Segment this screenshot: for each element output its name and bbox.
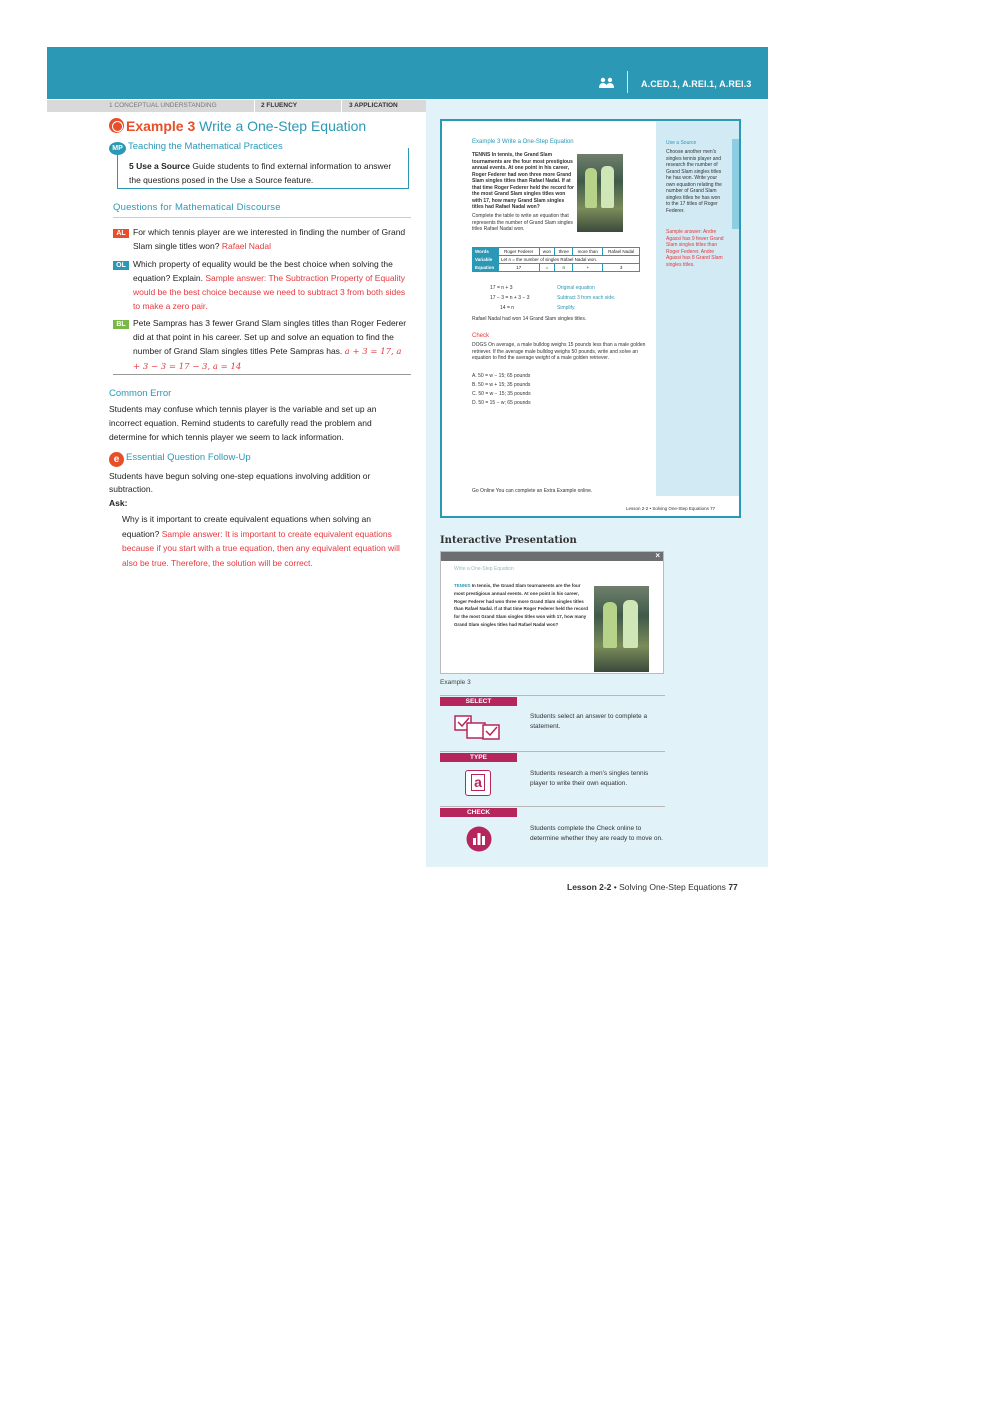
step-note: Simplify. bbox=[557, 305, 576, 311]
choice-c[interactable]: C. 50 = w − 15; 35 pounds bbox=[472, 391, 531, 397]
thumb-table bbox=[472, 247, 640, 272]
table-cell: Roger Federer bbox=[499, 248, 540, 256]
check-bar-chart-icon bbox=[466, 826, 492, 852]
level-application: 3 APPLICATION bbox=[341, 100, 426, 112]
footer-page-number: 77 bbox=[728, 882, 738, 892]
standards-label: A.CED.1, A.REI.1, A.REI.3 bbox=[641, 79, 752, 89]
type-description: Students research a men's singles tennis player to write their own equation. bbox=[530, 770, 649, 787]
question-text: Pete Sampras has 3 fewer Grand Slam singles titles than Roger Federer did at that point in his career. Set up and solve an equation to find the number of Grand Slam singles titles Pete Sampras has. bbox=[133, 318, 407, 356]
table-cell: = bbox=[539, 264, 555, 272]
tennis-photo bbox=[577, 154, 623, 232]
sidebar-heading: Use a Source bbox=[666, 140, 697, 146]
essential-question-text: Students have begun solving one-step equations involving addition or subtraction. bbox=[109, 471, 371, 494]
presentation-caption: Example 3 bbox=[440, 679, 471, 686]
essential-question-prompt bbox=[122, 512, 408, 570]
window-text-lead: TENNIS bbox=[454, 583, 471, 588]
choice-d[interactable]: D. 50 = 15 − w; 65 pounds bbox=[472, 400, 531, 406]
select-checkbox-icon bbox=[453, 713, 501, 743]
page-footer bbox=[567, 882, 738, 892]
table-header: Words bbox=[473, 248, 499, 256]
level-conceptual: 1 CONCEPTUAL UNDERSTANDING bbox=[109, 102, 217, 109]
eq-answer: Sample answer: It is important to create equivalent equations because if you start with a true equation, then any equivalent equation will also be true. Therefore, the solution will be correct. bbox=[122, 528, 400, 568]
mp-icon: MP bbox=[109, 142, 126, 155]
people-icon bbox=[598, 77, 616, 89]
interactive-presentation-heading: Interactive Presentation bbox=[440, 535, 577, 546]
step-note: Original equation bbox=[557, 285, 595, 291]
level-bar bbox=[47, 100, 426, 112]
go-online-link[interactable]: Go Online You can complete an Extra Example online. bbox=[472, 488, 593, 494]
table-cell: three bbox=[555, 248, 573, 256]
eq-question: Why is it important to create equivalent equations when solving an equation? bbox=[122, 514, 371, 539]
essential-question-heading-text: Essential Question Follow-Up bbox=[126, 452, 251, 463]
bl-tag-icon: BL bbox=[113, 320, 129, 329]
banner-divider bbox=[627, 71, 628, 93]
close-icon[interactable]: × bbox=[655, 551, 660, 560]
thumb-complete-text: Complete the table to write an equation that represents the number of Grand Slam singles titles Rafael Nadal won. bbox=[472, 213, 573, 232]
question-answer: Rafael Nadal bbox=[221, 241, 271, 251]
type-label: TYPE bbox=[440, 753, 517, 762]
question-item-al bbox=[113, 225, 409, 251]
student-page-thumbnail[interactable] bbox=[440, 119, 741, 518]
thumb-footer: Lesson 2-2 • Solving One-Step Equations 77 bbox=[626, 506, 716, 511]
divider bbox=[440, 806, 665, 807]
question-text: Which property of equality would be the best choice when solving the equation? Explain. bbox=[133, 259, 393, 283]
table-cell: n bbox=[555, 264, 573, 272]
table-cell: 17 bbox=[499, 264, 540, 272]
thumb-tennis-text: TENNIS In tennis, the Grand Slam tournaments are the four most prestigious annual events. At one point in his career, Roger Federer had won three more Grand Slam singles titles than Rafael Nadal. If at that time Roger Federer held the record for the most Grand Slam singles titles won with 17, how many Grand Slam singles titles had Rafael Nadal won? bbox=[472, 152, 574, 210]
tennis-photo bbox=[594, 586, 649, 672]
essential-question-heading bbox=[109, 452, 251, 467]
select-label: SELECT bbox=[440, 697, 517, 706]
sidebar-text: Choose another men's singles tennis player and research the number of Grand Slam singles titles he has won. Write your own equation relating the number of Grand Slam singles titles he has won to the 17 titles of Roger Federer. bbox=[666, 149, 722, 214]
table-header: Equation bbox=[473, 264, 499, 272]
footer-lesson: Lesson 2-2 bbox=[567, 882, 612, 892]
scrollbar[interactable] bbox=[732, 139, 739, 229]
ol-tag-icon: OL bbox=[113, 261, 129, 270]
step-math: 17 − 3 = n + 3 − 3 bbox=[490, 295, 530, 301]
mp-number-title: 5 Use a Source bbox=[129, 161, 190, 171]
question-answer: Sample answer: The Subtraction Property of Equality would be the best choice because we need to subtract 3 from both sides to make a zero pair. bbox=[133, 273, 406, 311]
step-math: 14 = n bbox=[500, 305, 515, 311]
divider bbox=[113, 374, 411, 375]
divider bbox=[113, 217, 411, 218]
globe-icon bbox=[109, 118, 124, 133]
example-title bbox=[109, 118, 366, 134]
check-heading: Check bbox=[472, 333, 490, 339]
footer-separator: • bbox=[613, 882, 617, 892]
example-badge: Example 3 bbox=[126, 118, 196, 134]
choice-b[interactable]: B. 50 = w + 15; 35 pounds bbox=[472, 382, 531, 388]
common-error-heading: Common Error bbox=[109, 388, 172, 399]
table-cell: 3 bbox=[603, 264, 640, 272]
presentation-window[interactable] bbox=[440, 551, 664, 674]
sidebar-answer: Sample answer: Andre Agassi has 9 fewer Grand Slam singles titles than Roger Federer. Andre Agassi has 8 Grand Slam singles titles. bbox=[666, 229, 724, 268]
math-practices-text bbox=[129, 159, 399, 187]
divider bbox=[440, 751, 665, 752]
divider bbox=[440, 695, 665, 696]
math-practices-heading bbox=[109, 141, 283, 155]
check-text: DOGS On average, a male bulldog weighs 15 pounds less than a male golden retriever. If the average male bulldog weighs 50 pounds, write and solve an equation to find the average weight of a male golden retriever. bbox=[472, 342, 646, 361]
table-cell: + bbox=[573, 264, 603, 272]
footer-title: Solving One-Step Equations bbox=[619, 882, 726, 892]
question-item-bl bbox=[113, 316, 409, 372]
table-cell: Let n = the number of singles Rafael Nadal won. bbox=[499, 256, 640, 264]
question-text: For which tennis player are we interested in finding the number of Grand Slam single titles won? bbox=[133, 227, 406, 251]
level-fluency: 2 FLUENCY bbox=[254, 100, 334, 112]
choice-a[interactable]: A. 50 = w − 15; 65 pounds bbox=[472, 373, 531, 379]
top-banner bbox=[47, 47, 768, 99]
type-glyph: a bbox=[471, 774, 485, 791]
thumb-title: Example 3 Write a One-Step Equation bbox=[472, 139, 574, 145]
select-description: Students select an answer to complete a statement. bbox=[530, 713, 648, 730]
common-error-text: Students may confuse which tennis player is the variable and set up an incorrect equation. Remind students to carefully read the problem and determine for which tennis player we seem to lack information. bbox=[109, 404, 377, 442]
question-answer: a + 3 = 17, a + 3 − 3 = 17 − 3, a = 14 bbox=[133, 347, 402, 372]
check-label: CHECK bbox=[440, 808, 517, 817]
essential-question-icon: e bbox=[109, 452, 124, 467]
example-title-text: Write a One-Step Equation bbox=[199, 118, 367, 134]
window-titlebar bbox=[441, 552, 663, 561]
ask-label: Ask: bbox=[109, 498, 128, 508]
table-cell: won bbox=[539, 248, 555, 256]
check-description: Students complete the Check online to determine whether they are ready to move on. bbox=[530, 825, 663, 842]
step-math: 17 = n + 3 bbox=[490, 285, 513, 291]
window-text-body: In tennis, the Grand Slam tournaments are the four most prestigious annual events. At one point in his career, Roger Federer had won three more Grand Slam singles titles than Rafael Nadal. If at that time Roger Federer held the record for the most Grand Slam singles titles won with 17, how many Grand Slam singles titles had Rafael Nadal won? bbox=[454, 583, 589, 627]
window-subhead: Write a One-Step Equation bbox=[454, 566, 514, 572]
math-practices-heading-text: Teaching the Mathematical Practices bbox=[128, 141, 283, 152]
table-header: Variable bbox=[473, 256, 499, 264]
question-item-ol bbox=[113, 257, 409, 311]
discourse-heading: Questions for Mathematical Discourse bbox=[113, 202, 281, 213]
type-letter-icon bbox=[465, 770, 491, 796]
mp-description: Guide students to find external information to answer the questions posed in the Use a Source feature. bbox=[129, 161, 392, 185]
table-cell: more than bbox=[573, 248, 603, 256]
thumb-result: Rafael Nadal had won 14 Grand Slam singles titles. bbox=[472, 316, 587, 322]
table-cell: Rafael Nadal bbox=[603, 248, 640, 256]
window-text bbox=[454, 582, 592, 629]
al-tag-icon: AL bbox=[113, 229, 129, 238]
step-note: Subtract 3 from each side. bbox=[557, 295, 616, 301]
